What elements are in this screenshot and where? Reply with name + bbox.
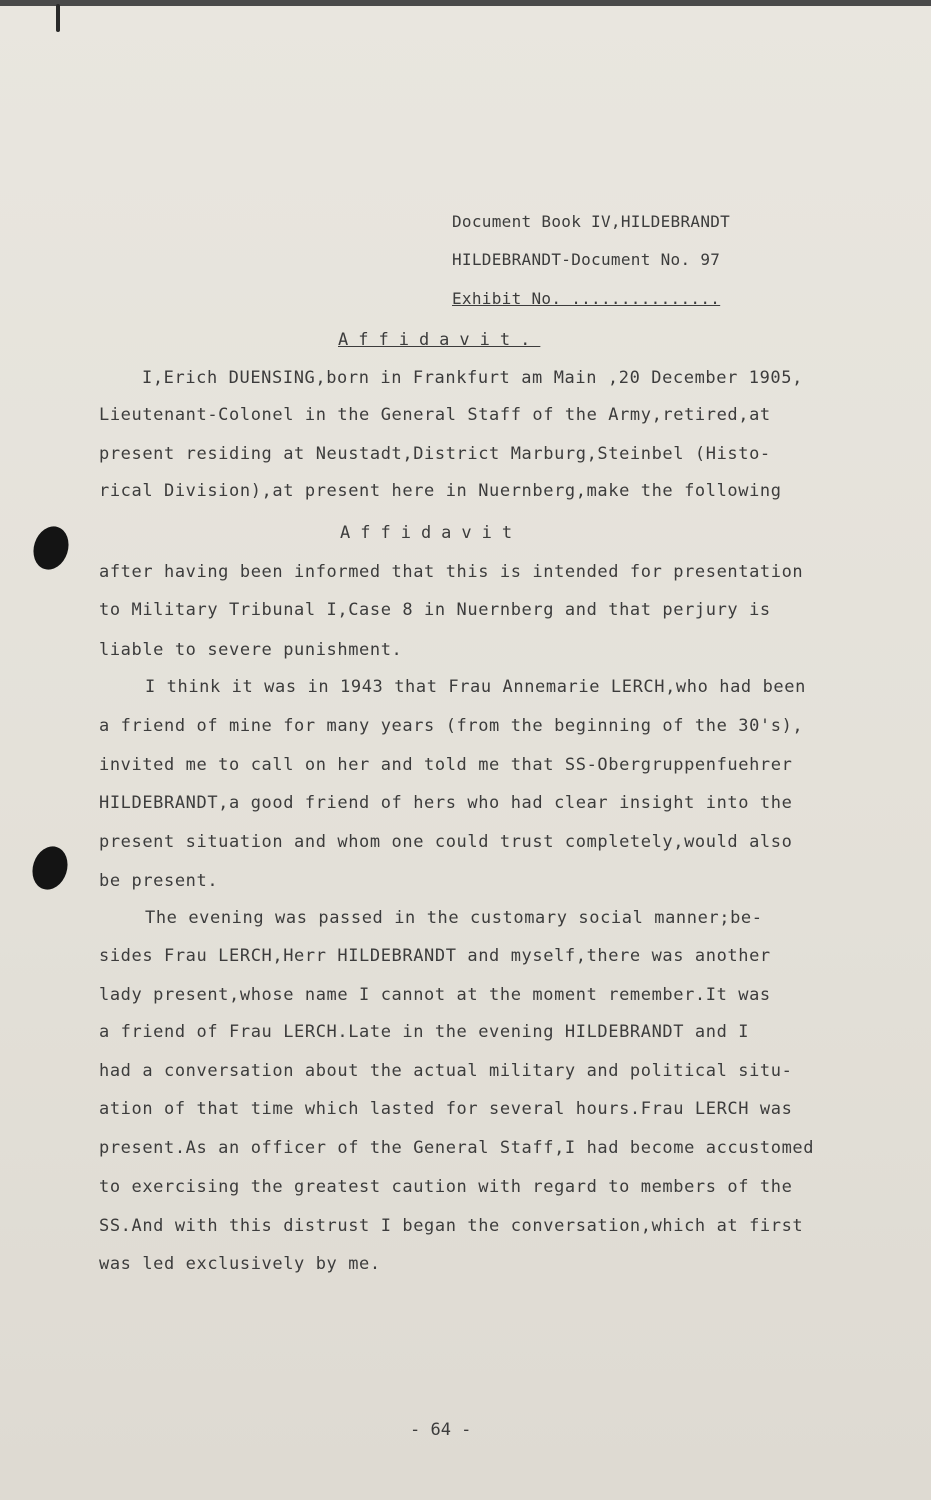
scan-top-edge [0, 0, 931, 6]
intro-line-4: rical Division),at present here in Nuernberg,make the following [99, 481, 782, 501]
intro-line-1: I,Erich DUENSING,born in Frankfurt am Main ,20 December 1905, [142, 368, 803, 388]
para2-line-9: SS.And with this distrust I began the conversation,which at first [99, 1216, 804, 1236]
intro-line-2: Lieutenant-Colonel in the General Staff of the Army,retired,at [99, 405, 771, 425]
para1-line-4: HILDEBRANDT,a good friend of hers who had clear insight into the [99, 793, 793, 813]
para2-line-6: ation of that time which lasted for several hours.Frau LERCH was [99, 1099, 793, 1119]
warning-line-1: after having been informed that this is intended for presentation [99, 562, 804, 582]
para2-line-10: was led exclusively by me. [99, 1254, 381, 1274]
corner-mark [56, 4, 60, 32]
warning-line-3: liable to severe punishment. [99, 640, 403, 660]
header-doc-no: HILDEBRANDT-Document No. 97 [452, 250, 721, 269]
warning-line-2: to Military Tribunal I,Case 8 in Nuernberg and that perjury is [99, 600, 771, 620]
punch-hole-bottom [27, 842, 73, 894]
subtitle-affidavit: Affidavit [340, 523, 523, 543]
para1-line-3: invited me to call on her and told me that SS-Obergruppenfuehrer [99, 755, 793, 775]
page-number: - 64 - [410, 1420, 472, 1440]
para2-line-4: a friend of Frau LERCH.Late in the evening HILDEBRANDT and I [99, 1022, 750, 1042]
para1-line-1: I think it was in 1943 that Frau Annemarie LERCH,who had been [145, 677, 806, 697]
punch-hole-top [28, 522, 74, 574]
para2-line-1: The evening was passed in the customary social manner;be- [145, 908, 763, 928]
header-book: Document Book IV,HILDEBRANDT [452, 212, 731, 231]
para2-line-8: to exercising the greatest caution with regard to members of the [99, 1177, 793, 1197]
para1-line-5: present situation and whom one could trust completely,would also [99, 832, 793, 852]
header-exhibit: Exhibit No. ............... [452, 289, 721, 308]
para2-line-5: had a conversation about the actual military and political situ- [99, 1061, 793, 1081]
para2-line-7: present.As an officer of the General Staff,I had become accustomed [99, 1138, 815, 1158]
intro-line-3: present residing at Neustadt,District Marburg,Steinbel (Histo- [99, 444, 771, 464]
para1-line-6: be present. [99, 871, 219, 891]
para2-line-3: lady present,whose name I cannot at the moment remember.It was [99, 985, 771, 1005]
para1-line-2: a friend of mine for many years (from the beginning of the 30's), [99, 716, 804, 736]
para2-line-2: sides Frau LERCH,Herr HILDEBRANDT and myself,there was another [99, 946, 771, 966]
title-affidavit: Affidavit. [338, 330, 541, 350]
